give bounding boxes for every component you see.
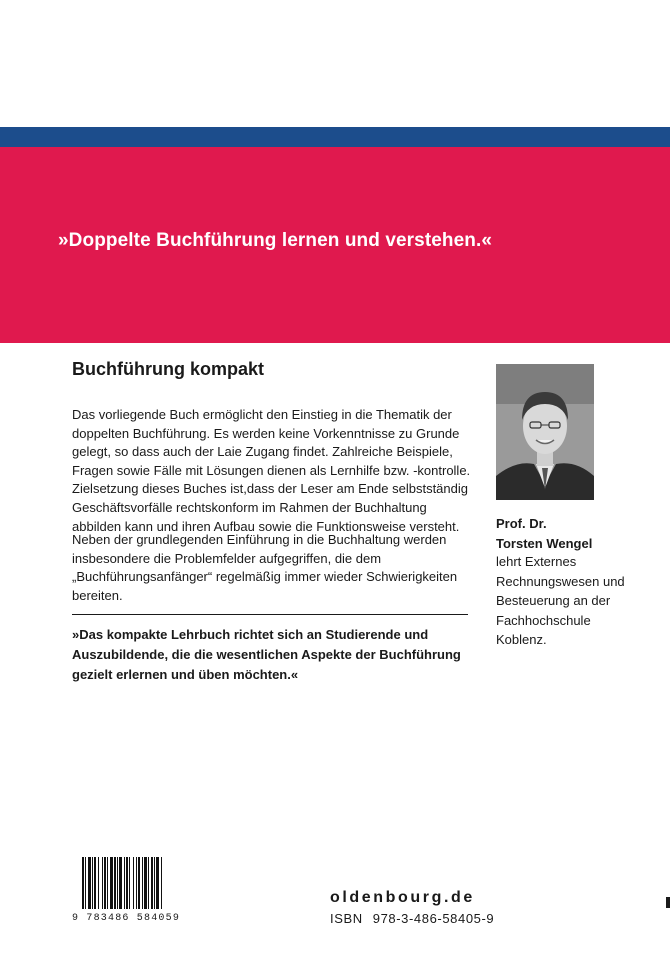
publisher-website: oldenbourg.de bbox=[330, 889, 475, 906]
description-paragraph-2: Neben der grundlegenden Einführung in die Buchhaltung werden insbesondere die Problemfelder aufgegriffen, die dem „Buchführungsanfänger“ regelmäßig immer wieder Schwierigkeiten bereiten. bbox=[72, 532, 458, 603]
author-name bbox=[496, 514, 656, 554]
barcode bbox=[82, 857, 186, 909]
top-blue-band bbox=[0, 127, 670, 147]
book-title: Buchführung kompakt bbox=[72, 359, 264, 379]
author-bio: lehrt Externes Rechnungswesen und Besteuerung an der Fachhochschule Koblenz. bbox=[496, 554, 625, 648]
description-paragraph-1: Das vorliegende Buch ermöglicht den Einstieg in die Thematik der doppelten Buchführung. Es werden keine Vorkenntnisse zu Grunde gelegt, so dass auch der Laie Zugang findet. Zahlreiche Beispiele, Fragen sowie Fälle mit Lösungen dienen als Lernhilfe bzw. -kontrolle. Zielsetzung dieses Buches ist,dass der Leser am Ende selbstständig Geschäftsvorfälle rechtskonform im Rahmen der Buchhaltung abbilden kann und ihren Aufbau sowie die Funktionsweise versteht. bbox=[72, 407, 471, 534]
isbn-line bbox=[330, 911, 494, 926]
target-audience-quote: »Das kompakte Lehrbuch richtet sich an Studierende und Auszubildende, die die wesentlichen Aspekte der Buchführung gezielt erlernen und üben möchten.« bbox=[72, 627, 461, 682]
author-portrait bbox=[496, 364, 594, 500]
edge-crop-mark bbox=[666, 897, 670, 908]
divider-rule bbox=[72, 614, 468, 615]
author-title: Prof. Dr. bbox=[496, 516, 547, 531]
isbn-number: 978-3-486-58405-9 bbox=[372, 911, 495, 926]
slogan-heading: »Doppelte Buchführung lernen und verstehen.« bbox=[58, 230, 493, 251]
isbn-label: ISBN bbox=[330, 911, 363, 926]
portrait-image bbox=[496, 364, 594, 500]
barcode-digits: 9 783486 584059 bbox=[72, 913, 181, 924]
author-fullname: Torsten Wengel bbox=[496, 536, 593, 551]
